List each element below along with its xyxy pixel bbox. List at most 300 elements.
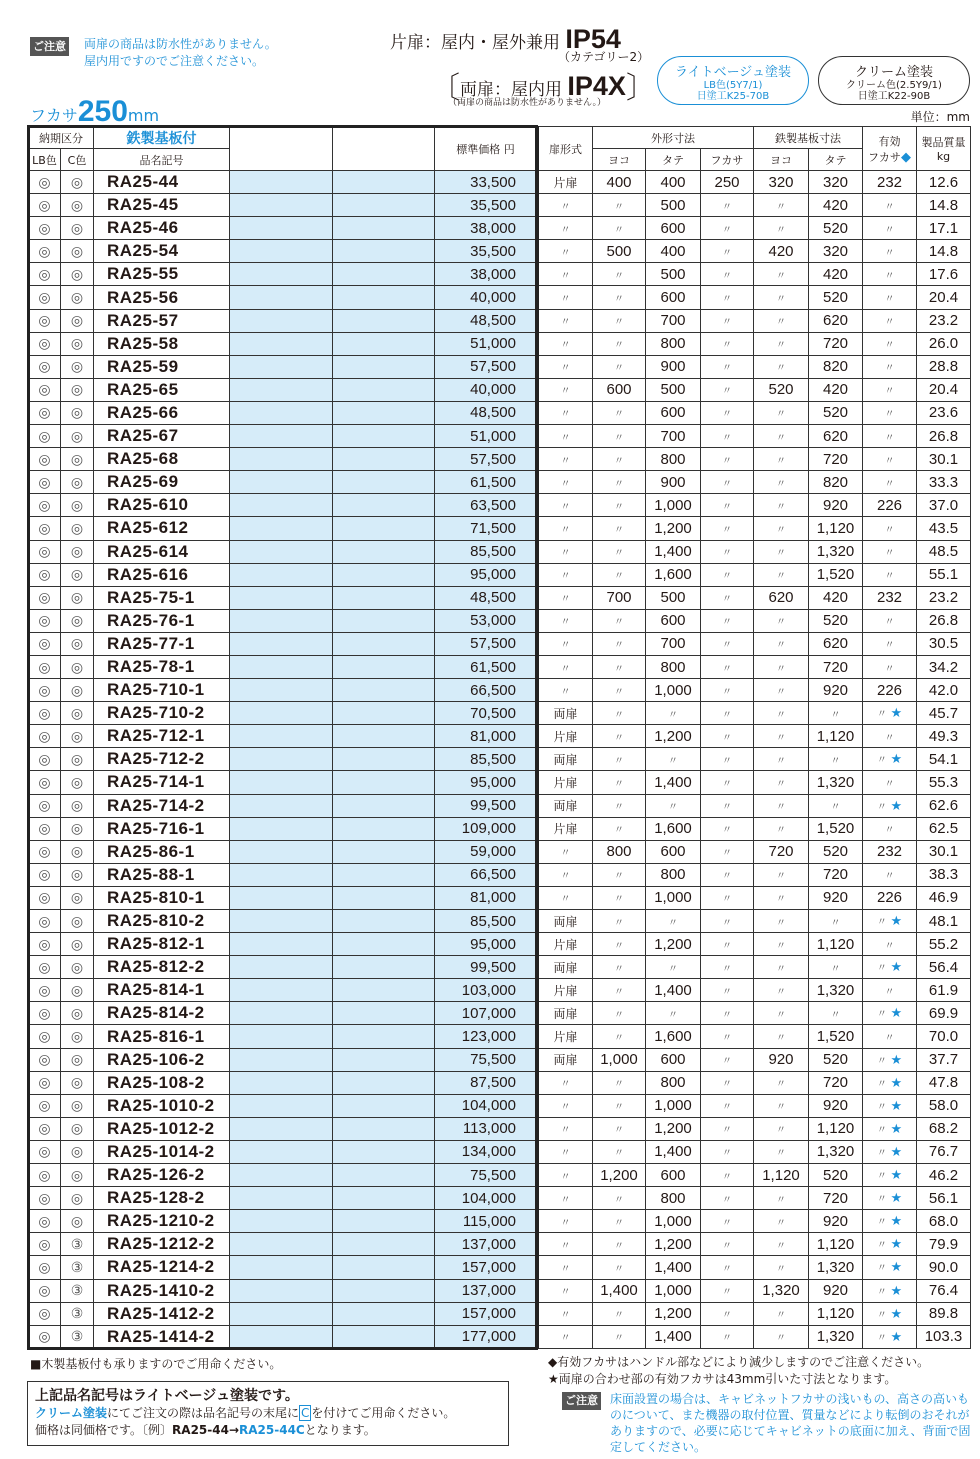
cell-h: 600 xyxy=(646,401,701,424)
cell-eff: 〃 xyxy=(863,609,917,632)
table-row xyxy=(29,725,971,748)
cell-d: 〃 xyxy=(701,217,754,240)
cell-eff: 232 xyxy=(863,840,917,863)
cell-pw: 〃 xyxy=(754,1002,809,1025)
cell-blank-1 xyxy=(230,655,333,678)
table-row xyxy=(29,355,971,378)
cell-blank-2 xyxy=(333,1279,435,1302)
cell-lb: ◎ xyxy=(29,309,61,332)
cell-weight: 28.8 xyxy=(917,355,971,378)
cell-blank-1 xyxy=(230,586,333,609)
cell-lb: ◎ xyxy=(29,956,61,979)
cell-code: RA25-612 xyxy=(94,517,230,540)
cell-lb: ◎ xyxy=(29,217,61,240)
caution-tag: ご注意 xyxy=(30,37,69,56)
cell-d: 〃 xyxy=(701,632,754,655)
cell-code: RA25-1010-2 xyxy=(94,1094,230,1117)
cell-price: 177,000 xyxy=(435,1325,538,1348)
cell-w: 〃 xyxy=(593,309,646,332)
cell-door: 〃 xyxy=(538,1117,593,1140)
cell-eff: 〃 xyxy=(863,378,917,401)
cell-w: 〃 xyxy=(593,748,646,771)
table-row xyxy=(29,748,971,771)
table-row xyxy=(29,679,971,702)
cell-door: 〃 xyxy=(538,494,593,517)
cell-d: 〃 xyxy=(701,1233,754,1256)
cell-blank-1 xyxy=(230,910,333,933)
cell-c: ◎ xyxy=(61,679,94,702)
cell-pw: 〃 xyxy=(754,563,809,586)
cell-blank-1 xyxy=(230,194,333,217)
cell-c: ◎ xyxy=(61,309,94,332)
cell-eff: 〃 xyxy=(863,632,917,655)
cell-blank-1 xyxy=(230,979,333,1002)
cell-lb: ◎ xyxy=(29,771,61,794)
cell-ph: 520 xyxy=(809,1048,863,1071)
cell-code: RA25-106-2 xyxy=(94,1048,230,1071)
cell-pw: 〃 xyxy=(754,448,809,471)
th-ph: タテ xyxy=(809,149,863,171)
cell-pw: 〃 xyxy=(754,817,809,840)
table-row xyxy=(29,979,971,1002)
paint-lb-badge xyxy=(657,56,809,105)
cell-weight: 61.9 xyxy=(917,979,971,1002)
cell-ph: 620 xyxy=(809,425,863,448)
table-row xyxy=(29,609,971,632)
cell-price: 63,500 xyxy=(435,494,538,517)
cell-pw: 〃 xyxy=(754,540,809,563)
table-row xyxy=(29,494,971,517)
title1-code: IP54 xyxy=(565,24,621,54)
cell-eff: 〃 ★ xyxy=(863,702,917,725)
cell-blank-2 xyxy=(333,863,435,886)
cell-code: RA25-77-1 xyxy=(94,632,230,655)
cell-door: 〃 xyxy=(538,1233,593,1256)
cell-eff: 〃 xyxy=(863,933,917,956)
cell-blank-2 xyxy=(333,1187,435,1210)
cell-code: RA25-1014-2 xyxy=(94,1140,230,1163)
cell-h: 500 xyxy=(646,586,701,609)
cell-d: 〃 xyxy=(701,725,754,748)
cell-eff: 〃 xyxy=(863,1025,917,1048)
cell-door: 〃 xyxy=(538,840,593,863)
cell-lb: ◎ xyxy=(29,194,61,217)
cell-price: 99,500 xyxy=(435,956,538,979)
star-icon: ★ xyxy=(886,1143,903,1159)
cell-w: 〃 xyxy=(593,471,646,494)
cell-door: 片扉 xyxy=(538,933,593,956)
cell-price: 137,000 xyxy=(435,1279,538,1302)
cell-door: 〃 xyxy=(538,517,593,540)
cell-blank-2 xyxy=(333,1325,435,1348)
cell-lb: ◎ xyxy=(29,679,61,702)
cell-lb: ◎ xyxy=(29,1164,61,1187)
paint-c-name: クリーム塗装 xyxy=(854,65,933,80)
cell-blank-2 xyxy=(333,794,435,817)
cell-lb: ◎ xyxy=(29,748,61,771)
cell-price: 75,500 xyxy=(435,1048,538,1071)
cell-eff: 〃 ★ xyxy=(863,1256,917,1279)
cell-ph: 620 xyxy=(809,632,863,655)
cell-eff: 〃 xyxy=(863,355,917,378)
cell-eff: 226 xyxy=(863,494,917,517)
cell-price: 71,500 xyxy=(435,517,538,540)
cell-d: 〃 xyxy=(701,840,754,863)
cell-door: 〃 xyxy=(538,425,593,448)
star-icon: ★ xyxy=(886,1328,903,1344)
cell-c: ◎ xyxy=(61,471,94,494)
cell-blank-1 xyxy=(230,794,333,817)
cell-pw: 1,120 xyxy=(754,1164,809,1187)
cell-blank-1 xyxy=(230,1094,333,1117)
cell-weight: 55.1 xyxy=(917,563,971,586)
cell-eff: 232 xyxy=(863,586,917,609)
star-icon: ★ xyxy=(886,1167,903,1183)
cell-eff: 〃 ★ xyxy=(863,748,917,771)
cell-eff: 〃 xyxy=(863,448,917,471)
cell-ph: 620 xyxy=(809,309,863,332)
cell-ph: 1,120 xyxy=(809,1302,863,1325)
cell-price: 61,500 xyxy=(435,471,538,494)
cell-blank-1 xyxy=(230,286,333,309)
cell-lb: ◎ xyxy=(29,1048,61,1071)
star-icon: ★ xyxy=(886,1190,903,1206)
example-to: RA25-44C xyxy=(239,1423,305,1437)
cell-c: ◎ xyxy=(61,332,94,355)
cell-d: 〃 xyxy=(701,517,754,540)
cell-blank-1 xyxy=(230,401,333,424)
cell-pw: 〃 xyxy=(754,355,809,378)
cell-price: 81,000 xyxy=(435,725,538,748)
cell-h: 1,400 xyxy=(646,771,701,794)
cell-blank-2 xyxy=(333,840,435,863)
cell-w: 500 xyxy=(593,240,646,263)
cell-d: 〃 xyxy=(701,425,754,448)
cell-blank-1 xyxy=(230,748,333,771)
cell-weight: 30.1 xyxy=(917,448,971,471)
cell-pw: 〃 xyxy=(754,1071,809,1094)
cell-pw: 420 xyxy=(754,240,809,263)
cell-weight: 20.4 xyxy=(917,286,971,309)
cell-door: 〃 xyxy=(538,632,593,655)
cell-d: 〃 xyxy=(701,1256,754,1279)
cell-blank-2 xyxy=(333,309,435,332)
cell-h: 600 xyxy=(646,840,701,863)
cell-ph: 920 xyxy=(809,886,863,909)
cell-price: 157,000 xyxy=(435,1256,538,1279)
cell-lb: ◎ xyxy=(29,563,61,586)
cell-pw: 〃 xyxy=(754,401,809,424)
table-row xyxy=(29,1210,971,1233)
cell-pw: 〃 xyxy=(754,217,809,240)
cell-weight: 26.8 xyxy=(917,609,971,632)
cell-w: 〃 xyxy=(593,1002,646,1025)
cell-eff: 〃 ★ xyxy=(863,1071,917,1094)
cell-door: 片扉 xyxy=(538,1025,593,1048)
cell-ph: 1,120 xyxy=(809,517,863,540)
star-icon: ★ xyxy=(886,1097,903,1113)
cell-pw: 920 xyxy=(754,1048,809,1071)
star-icon: ★ xyxy=(886,797,903,813)
cell-c: ③ xyxy=(61,1279,94,1302)
cell-ph: 720 xyxy=(809,863,863,886)
star-icon: ★ xyxy=(886,751,903,767)
cell-code: RA25-57 xyxy=(94,309,230,332)
cell-pw: 〃 xyxy=(754,1140,809,1163)
cell-lb: ◎ xyxy=(29,886,61,909)
cell-blank-2 xyxy=(333,771,435,794)
cell-w: 〃 xyxy=(593,1256,646,1279)
cell-ph: 1,120 xyxy=(809,933,863,956)
cell-blank-1 xyxy=(230,1117,333,1140)
cell-weight: 37.7 xyxy=(917,1048,971,1071)
cell-code: RA25-714-1 xyxy=(94,771,230,794)
cell-ph: 1,320 xyxy=(809,979,863,1002)
cell-door: 〃 xyxy=(538,194,593,217)
cell-w: 〃 xyxy=(593,609,646,632)
cell-d: 〃 xyxy=(701,494,754,517)
cell-d: 〃 xyxy=(701,1210,754,1233)
cell-price: 99,500 xyxy=(435,794,538,817)
cell-c: ◎ xyxy=(61,517,94,540)
cell-door: 〃 xyxy=(538,471,593,494)
cell-ph: 420 xyxy=(809,378,863,401)
cell-ph: 1,120 xyxy=(809,1233,863,1256)
cell-w: 〃 xyxy=(593,1025,646,1048)
cell-lb: ◎ xyxy=(29,1140,61,1163)
cell-eff: 〃 ★ xyxy=(863,1002,917,1025)
cell-blank-1 xyxy=(230,886,333,909)
cell-pw: 〃 xyxy=(754,494,809,517)
cell-c: ◎ xyxy=(61,401,94,424)
order-info-box xyxy=(27,1381,509,1446)
cell-c: ◎ xyxy=(61,378,94,401)
cell-ph: 320 xyxy=(809,240,863,263)
depth-unit: mm xyxy=(127,106,160,125)
table-row xyxy=(29,863,971,886)
cell-d: 〃 xyxy=(701,886,754,909)
cell-c: ◎ xyxy=(61,794,94,817)
cell-w: 〃 xyxy=(593,1071,646,1094)
cell-w: 700 xyxy=(593,586,646,609)
cell-pw: 〃 xyxy=(754,1094,809,1117)
cell-d: 〃 xyxy=(701,1279,754,1302)
cell-blank-2 xyxy=(333,355,435,378)
cell-eff: 〃 xyxy=(863,240,917,263)
cell-c: ◎ xyxy=(61,355,94,378)
cell-eff: 〃 ★ xyxy=(863,1210,917,1233)
cell-door: 〃 xyxy=(538,217,593,240)
cell-price: 95,000 xyxy=(435,563,538,586)
cell-lb: ◎ xyxy=(29,517,61,540)
cell-code: RA25-45 xyxy=(94,194,230,217)
cell-lb: ◎ xyxy=(29,1210,61,1233)
cell-c: ◎ xyxy=(61,286,94,309)
cell-eff: 〃 ★ xyxy=(863,1233,917,1256)
cell-weight: 38.3 xyxy=(917,863,971,886)
cell-lb: ◎ xyxy=(29,332,61,355)
cell-blank-2 xyxy=(333,494,435,517)
cell-c: ◎ xyxy=(61,563,94,586)
cell-code: RA25-66 xyxy=(94,401,230,424)
cell-d: 〃 xyxy=(701,1187,754,1210)
cell-w: 〃 xyxy=(593,979,646,1002)
cell-weight: 14.8 xyxy=(917,194,971,217)
cell-weight: 76.4 xyxy=(917,1279,971,1302)
cell-weight: 49.3 xyxy=(917,725,971,748)
cell-w: 〃 xyxy=(593,194,646,217)
cell-c: ◎ xyxy=(61,171,94,194)
cell-blank-2 xyxy=(333,401,435,424)
cell-weight: 43.5 xyxy=(917,517,971,540)
cell-door: 〃 xyxy=(538,1256,593,1279)
cell-h: 1,200 xyxy=(646,933,701,956)
th-weight-1: 製品質量 xyxy=(921,136,966,149)
cell-h: 900 xyxy=(646,471,701,494)
cell-eff: 〃 xyxy=(863,332,917,355)
table-row xyxy=(29,1325,971,1348)
cell-lb: ◎ xyxy=(29,1302,61,1325)
cell-blank-2 xyxy=(333,194,435,217)
cell-weight: 70.0 xyxy=(917,1025,971,1048)
cell-weight: 69.9 xyxy=(917,1002,971,1025)
cell-blank-1 xyxy=(230,1325,333,1348)
cell-lb: ◎ xyxy=(29,494,61,517)
cell-ph: 920 xyxy=(809,494,863,517)
cell-h: 1,200 xyxy=(646,1302,701,1325)
cell-eff: 〃 ★ xyxy=(863,1279,917,1302)
cell-code: RA25-814-1 xyxy=(94,979,230,1002)
cell-d: 〃 xyxy=(701,1002,754,1025)
cell-h: 1,000 xyxy=(646,1094,701,1117)
cell-eff: 〃 ★ xyxy=(863,794,917,817)
cell-door: 〃 xyxy=(538,586,593,609)
cell-weight: 68.0 xyxy=(917,1210,971,1233)
footnote-star: ★両扉の合わせ部の有効フカサは43mm引いた寸法となります。 xyxy=(548,1372,897,1386)
cell-code: RA25-812-1 xyxy=(94,933,230,956)
cell-door: 〃 xyxy=(538,240,593,263)
cell-pw: 〃 xyxy=(754,725,809,748)
box-l3a: 価格は同価格です。〔例〕 xyxy=(35,1423,173,1437)
caution-line-1: 両扉の商品は防水性がありません。 xyxy=(84,37,277,51)
cell-weight: 45.7 xyxy=(917,702,971,725)
cell-code: RA25-614 xyxy=(94,540,230,563)
cell-c: ◎ xyxy=(61,771,94,794)
cell-d: 〃 xyxy=(701,1094,754,1117)
cell-lb: ◎ xyxy=(29,1117,61,1140)
cell-blank-2 xyxy=(333,609,435,632)
cell-w: 〃 xyxy=(593,332,646,355)
table-row xyxy=(29,217,971,240)
cell-c: ◎ xyxy=(61,979,94,1002)
box-line-2 xyxy=(35,1405,501,1422)
cell-d: 〃 xyxy=(701,748,754,771)
table-row xyxy=(29,1233,971,1256)
cell-eff: 〃 xyxy=(863,217,917,240)
cell-lb: ◎ xyxy=(29,1325,61,1348)
cell-price: 57,500 xyxy=(435,448,538,471)
th-lb: LB色 xyxy=(29,149,61,171)
cell-door: 〃 xyxy=(538,309,593,332)
cell-c: ◎ xyxy=(61,1048,94,1071)
cell-h: 1,600 xyxy=(646,563,701,586)
cell-price: 35,500 xyxy=(435,240,538,263)
cell-d: 〃 xyxy=(701,910,754,933)
cell-blank-2 xyxy=(333,563,435,586)
cell-price: 85,500 xyxy=(435,540,538,563)
cell-eff: 226 xyxy=(863,886,917,909)
cell-pw: 〃 xyxy=(754,679,809,702)
star-icon: ★ xyxy=(886,1074,903,1090)
cell-blank-2 xyxy=(333,725,435,748)
cell-door: 〃 xyxy=(538,1279,593,1302)
table-row xyxy=(29,1302,971,1325)
cell-blank-1 xyxy=(230,1187,333,1210)
cell-weight: 47.8 xyxy=(917,1071,971,1094)
cell-price: 95,000 xyxy=(435,771,538,794)
cell-pw: 520 xyxy=(754,378,809,401)
cell-price: 40,000 xyxy=(435,286,538,309)
cell-eff: 〃 ★ xyxy=(863,1094,917,1117)
cell-c: ◎ xyxy=(61,910,94,933)
product-table xyxy=(28,126,971,1349)
cell-blank-1 xyxy=(230,309,333,332)
cell-d: 〃 xyxy=(701,471,754,494)
cell-h: 400 xyxy=(646,240,701,263)
paint-c-color: クリーム色(2.5Y9/1) xyxy=(846,80,942,91)
table-row xyxy=(29,171,971,194)
cell-c: ◎ xyxy=(61,702,94,725)
suffix-c: C xyxy=(301,1406,310,1420)
cell-lb: ◎ xyxy=(29,448,61,471)
cell-price: 104,000 xyxy=(435,1094,538,1117)
cell-eff: 〃 ★ xyxy=(863,1187,917,1210)
cell-price: 40,000 xyxy=(435,378,538,401)
title1-text: 片扉：屋内・屋外兼用 xyxy=(390,33,560,53)
cell-ph: 520 xyxy=(809,609,863,632)
cell-door: 〃 xyxy=(538,540,593,563)
table-row xyxy=(29,1164,971,1187)
table-row xyxy=(29,332,971,355)
cell-w: 〃 xyxy=(593,494,646,517)
cell-d: 〃 xyxy=(701,1140,754,1163)
cell-ph: 920 xyxy=(809,1094,863,1117)
cell-price: 115,000 xyxy=(435,1210,538,1233)
table-row xyxy=(29,586,971,609)
cell-eff: 〃 xyxy=(863,725,917,748)
cell-lb: ◎ xyxy=(29,286,61,309)
cell-c: ③ xyxy=(61,1325,94,1348)
table-row xyxy=(29,286,971,309)
paint-c-badge xyxy=(818,56,970,105)
cell-h: 1,400 xyxy=(646,1140,701,1163)
cell-code: RA25-76-1 xyxy=(94,609,230,632)
cell-weight: 55.3 xyxy=(917,771,971,794)
cell-weight: 62.5 xyxy=(917,817,971,840)
table-row xyxy=(29,563,971,586)
cell-code: RA25-710-1 xyxy=(94,679,230,702)
cell-price: 51,000 xyxy=(435,332,538,355)
cell-blank-1 xyxy=(230,679,333,702)
cell-blank-2 xyxy=(333,471,435,494)
cell-pw: 〃 xyxy=(754,794,809,817)
cell-weight: 23.2 xyxy=(917,586,971,609)
table-row xyxy=(29,1002,971,1025)
cell-pw: 〃 xyxy=(754,471,809,494)
cell-blank-2 xyxy=(333,332,435,355)
cell-price: 38,000 xyxy=(435,263,538,286)
cell-blank-1 xyxy=(230,956,333,979)
